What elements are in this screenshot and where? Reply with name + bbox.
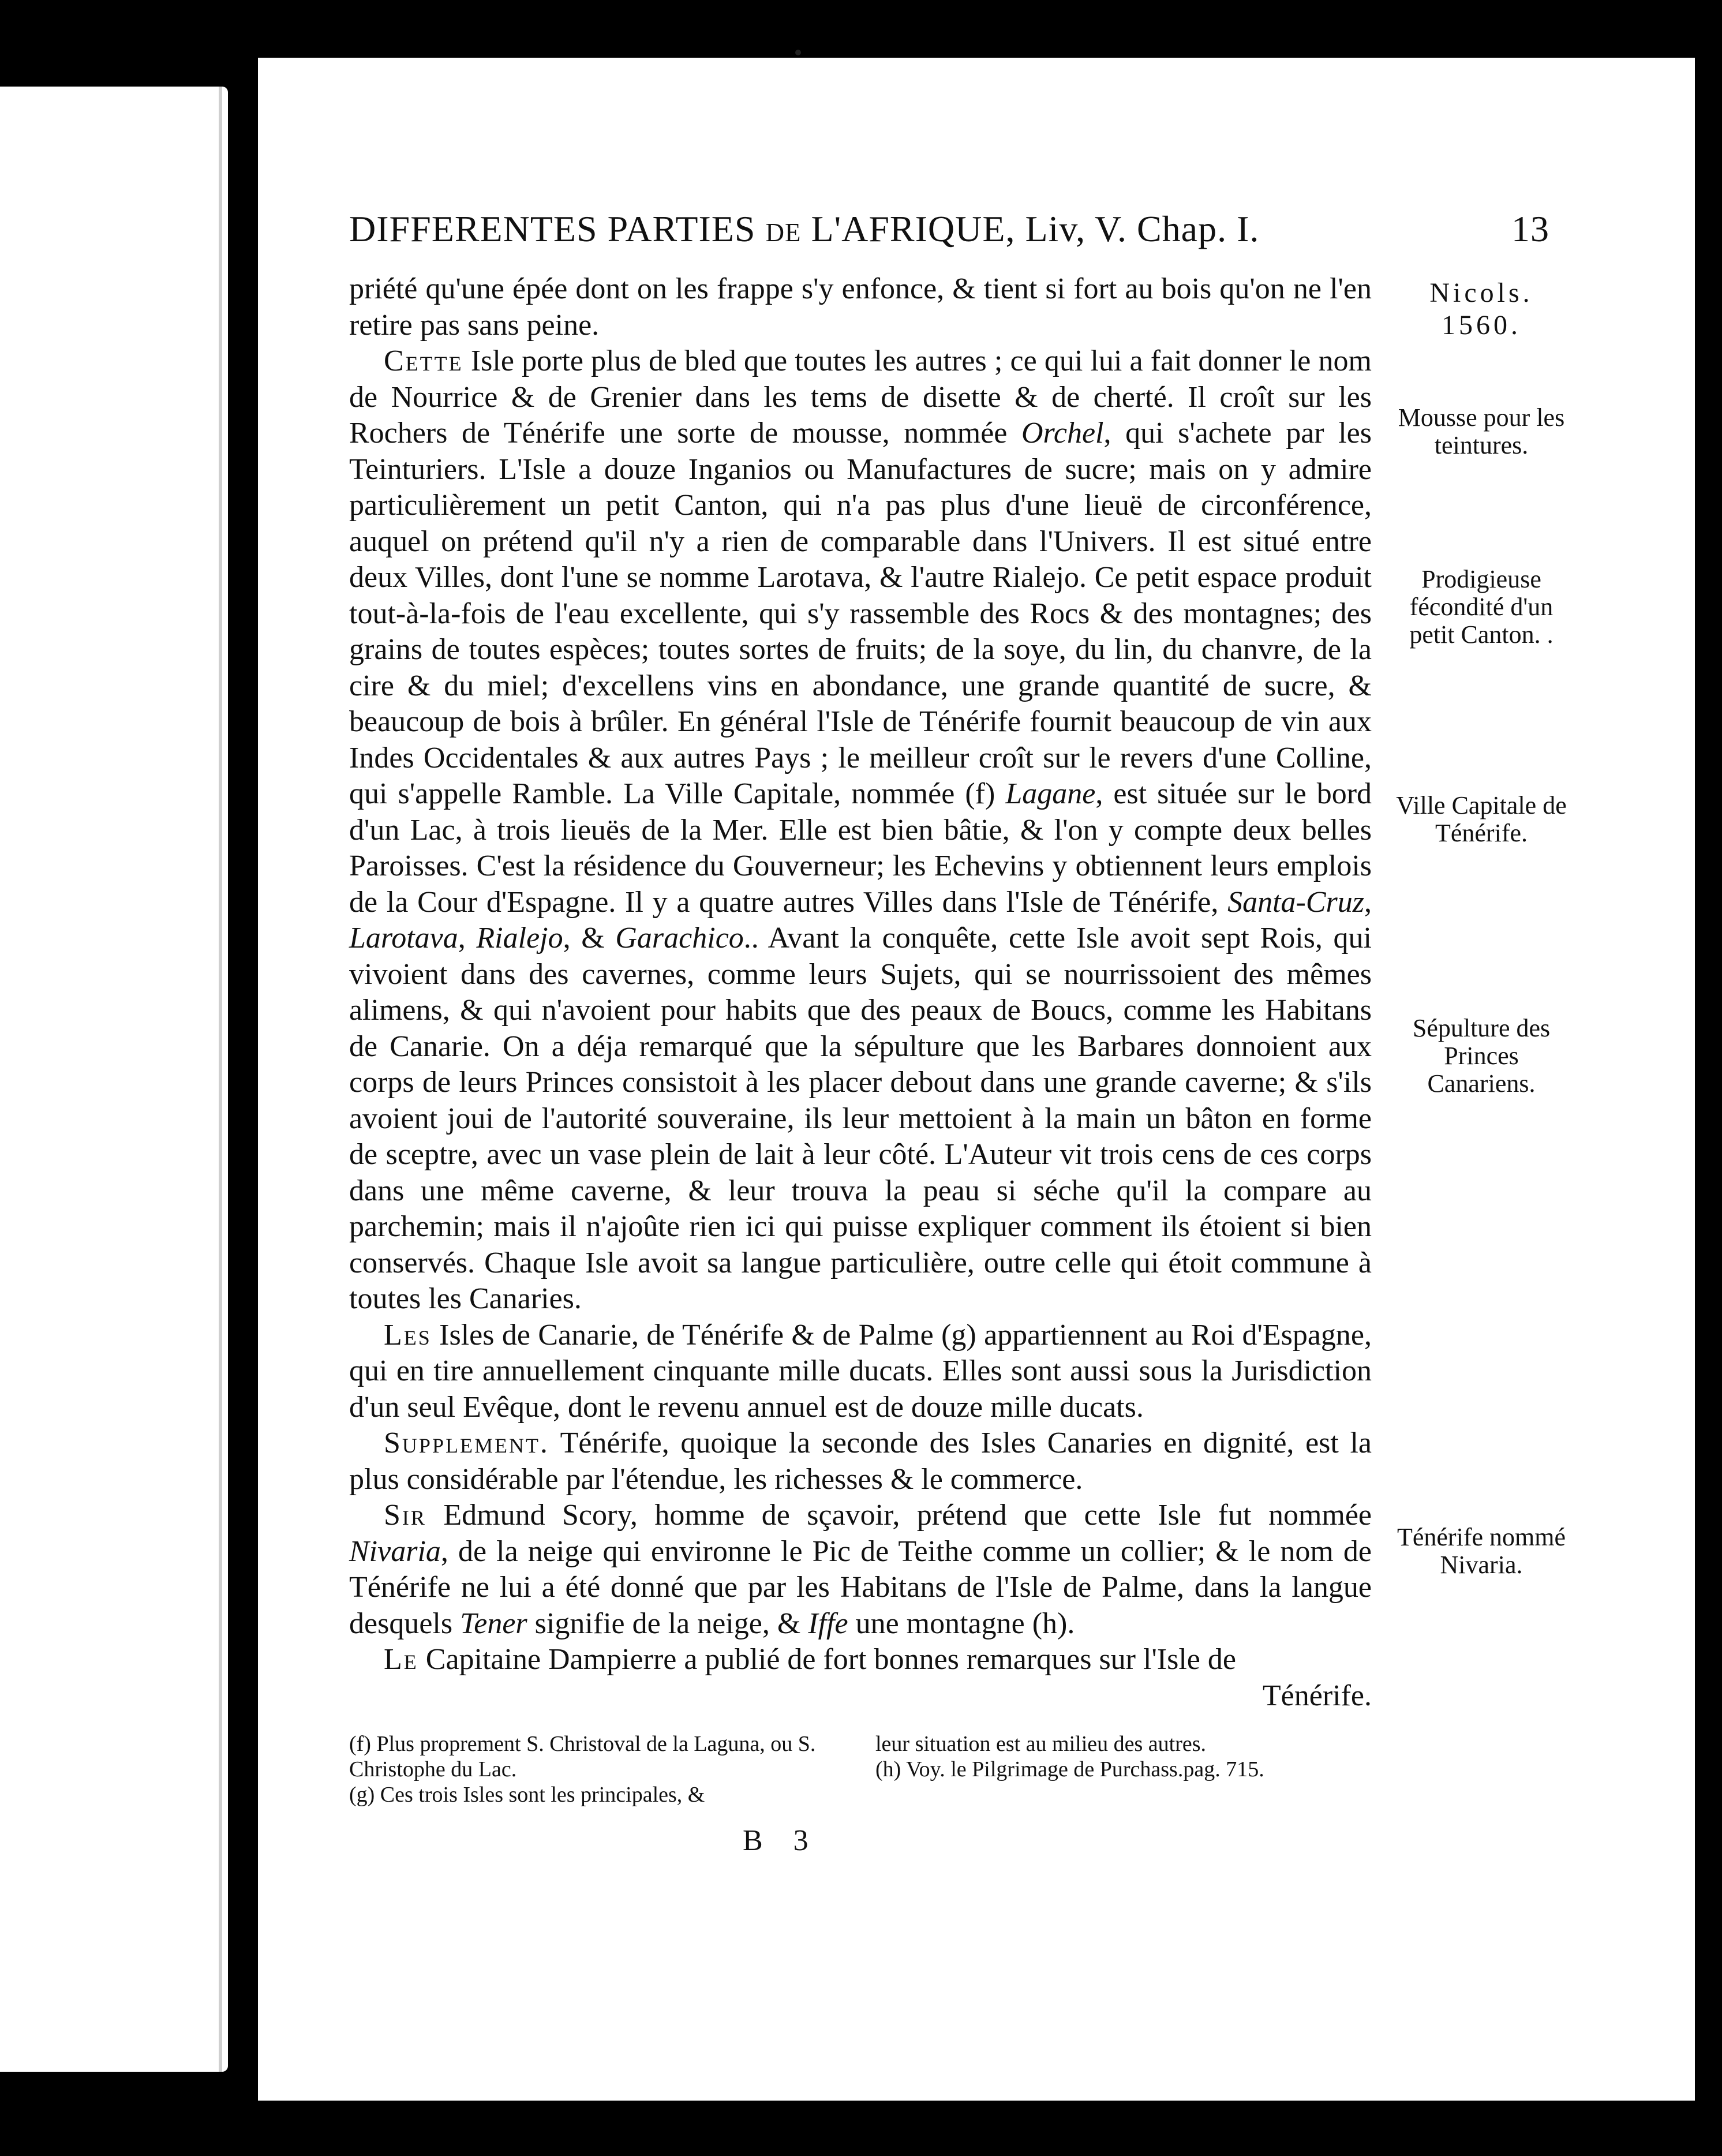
page-number: 13 [1511,208,1549,249]
paragraph-6: Le Capitaine Dampierre a publié de fort bonnes remarques sur l'Isle de [384,1643,1236,1676]
signature-mark: B 3 [743,1824,820,1857]
paragraph-4: Supplement. Ténérife, quoique la seconde des Isles Canaries en dignité, est la plus considérable par l'étendue, les richesses & le commerce. [349,1427,1372,1496]
ink-speck [795,50,801,55]
margin-year: 1560. [1442,310,1521,340]
margin-author: Nicols. [1429,278,1533,308]
margin-note-canton: Prodigieuse fécondité d'un petit Canton. . [1409,565,1553,649]
margin-note-author [1395,277,1568,342]
paragraph-3: Les Isles de Canarie, de Ténérife & de Palme (g) appartiennent au Roi d'Espagne, qui en tire annuellement cinquante mille ducats. Elles sont aussi sous la Jurisdiction d'un seul Evêque, dont le revenu annuel est de douze mille ducats. [349,1318,1372,1424]
paragraph-2: Cette Isle porte plus de bled que toutes les autres ; ce qui lui a fait donner le nom de Nourrice & de Grenier dans les tems de disette & de cherté. Il croît sur les Rochers de Ténérife une sorte de mousse, nommée Orchel, qui s'achete par les Teinturiers. L'Isle a douze Inganios ou Manufactures de sucre; mais on y admire particulièrement un petit Canton, qui n'a pas plus d'une lieuë de circonférence, auquel on prétend qu'il n'y a rien de comparable dans l'Univers. Il est situé entre deux Villes, dont l'une se nomme Larotava, & l'autre Rialejo. Ce petit espace produit tout-à-la-fois de l'eau excellente, qui s'y rassemble des Rocs & des montagnes; des grains de toutes espèces; toutes sortes de fruits; de la soye, du lin, du chanvre, de la cire & du miel; d'excellens vins en abondance, une grande quantité de sucre, & beaucoup de bois à brûler. En général l'Isle de Ténérife fournit beaucoup de vin aux Indes Occidentales & aux autres Pays ; le meilleur croît sur le revers d'une Colline, qui s'appelle Ramble. La Ville Capitale, nommée (f) Lagane, est située sur le bord d'un Lac, à trois lieuës de la Mer. Elle est bien bâtie, & l'on y compte deux belles Paroisses. C'est la résidence du Gouverneur; les Echevins y obtiennent leurs emplois de la Cour d'Espagne. Il y a quatre autres Villes dans l'Isle de Ténérife, Santa-Cruz, Larotava, Rialejo, & Garachico.. Avant la conquête, cette Isle avoit sept Rois, qui vivoient dans des cavernes, comme leurs Sujets, qui se nourrissoient des mêmes alimens, & qui n'avoient pour habits que des peaux de Boucs, comme les Habitans de Canarie. On a déja remarqué que la sépulture que les Barbares donnoient aux corps de leurs Princes consistoit à les placer debout dans une grande caverne; & s'ils avoient joui de l'autorité souveraine, ils leur mettoient à la main un bâton en forme de sceptre, avec un vase plein de lait à leur côté. L'Auteur vit trois cens de ces corps dans une même caverne, & leur trouva la peau si séche qu'il la compare au parchemin; mais il n'ajoûte rien ici qui puisse expliquer comment ils étoient si bien conservés. Chaque Isle avoit sa langue particulière, outre celle qui étoit commune à toutes les Canaries. [349,345,1372,1315]
paragraph-1: priété qu'une épée dont on les frappe s'y enfonce, & tient si fort au bois qu'on ne l'en retire pas sans peine. [349,272,1372,342]
left-page-edge [0,87,228,2072]
footnote-g: (g) Ces trois Isles sont les principales, & [349,1783,705,1807]
paragraph-6-end: Ténérife. [1262,1679,1372,1712]
margin-note-mousse: Mousse pour les teintures. [1398,403,1565,459]
book-page [258,58,1695,2101]
margin-note-capitale: Ville Capitale de Ténérife. [1396,791,1567,847]
footnote-g-continued: leur situation est au milieu des autres. [875,1732,1207,1756]
footnotes-right-column [875,1731,1372,1782]
page-gutter [219,87,222,2072]
margin-note-sepulture: Sépulture des Princes Canariens. [1412,1014,1551,1098]
footnote-f: (f) Plus proprement S. Christoval de la Laguna, ou S. Christophe du Lac. [349,1732,816,1781]
footnotes-left-column [349,1731,845,1807]
margin-note-nivaria: Ténérife nommé Nivaria. [1397,1523,1566,1579]
paragraph-5: Sir Edmund Scory, homme de sçavoir, prétend que cette Isle fut nommée Nivaria, de la neige qui environne le Pic de Teithe comme un collier; & le nom de Ténérife ne lui a été donné que par les Habitans de l'Isle de Palme, dans la langue desquels Tener signifie de la neige, & Iffe une montagne (h). [349,1499,1372,1640]
footnote-h: (h) Voy. le Pilgrimage de Purchass.pag. 715. [875,1757,1264,1781]
main-text [349,271,1372,1714]
header-title: DIFFERENTES PARTIES de L'AFRIQUE, Liv, V. Chap. I. [349,208,1260,249]
running-header [349,208,1549,254]
